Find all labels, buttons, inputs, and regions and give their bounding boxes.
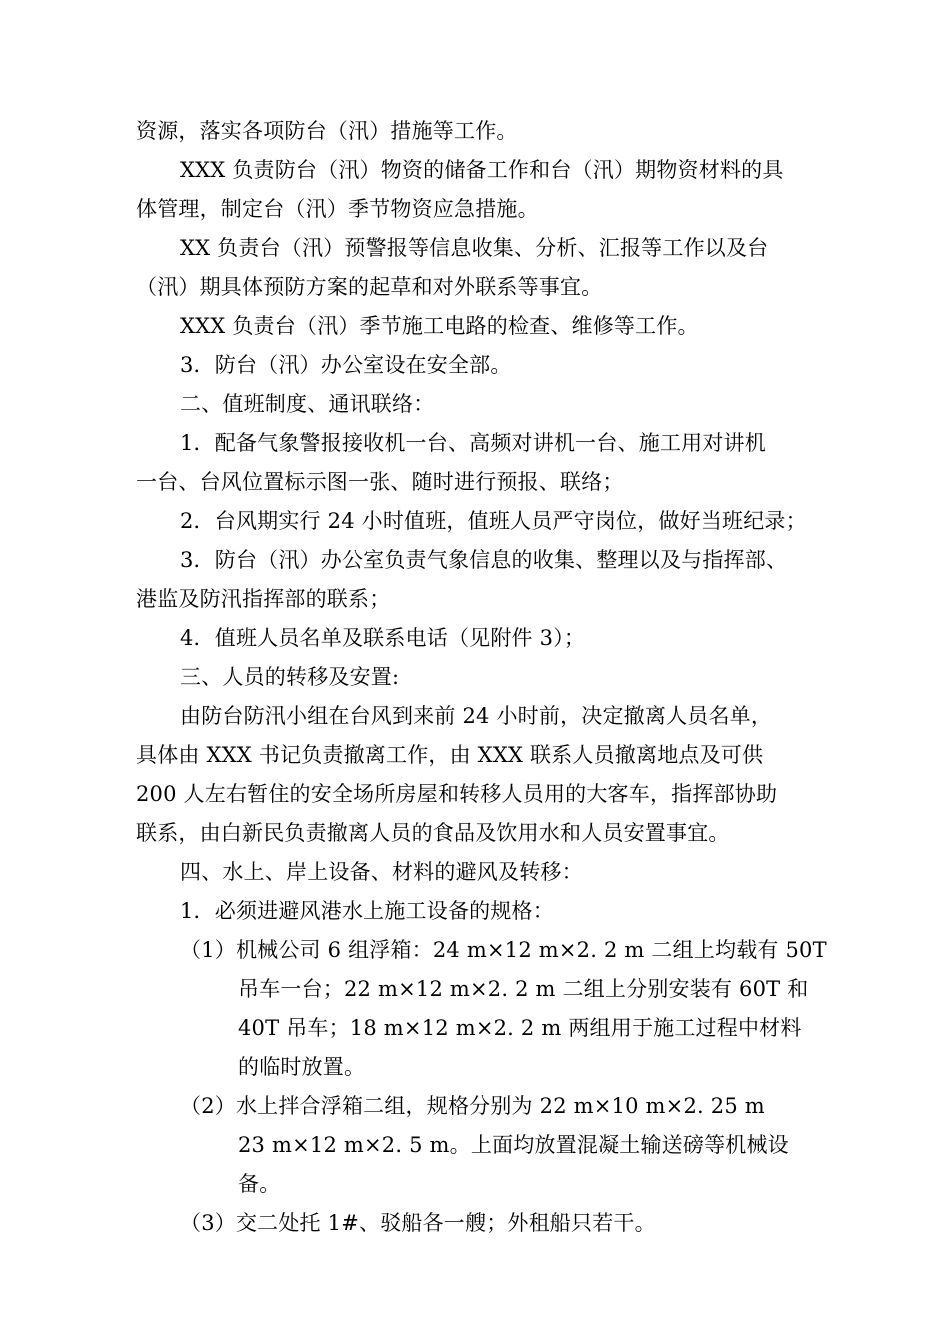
text-line: 资源，落实各项防台（汛）措施等工作。 — [136, 119, 518, 143]
text-line: 由防台防汛小组在台风到来前 24 小时前，决定撤离人员名单， — [180, 704, 773, 728]
list-item-continuation: 40T 吊车；18 m×12 m×2. 2 m 两组用于施工过程中材料 — [238, 1016, 802, 1040]
section-heading: 二、值班制度、通讯联络： — [180, 392, 435, 416]
section-heading: 三、人员的转移及安置: — [180, 665, 400, 689]
text-line: 一台、台风位置标示图一张、随时进行预报、联络； — [136, 470, 624, 494]
list-item-continuation: 23 m×12 m×2. 5 m。上面均放置混凝土输送磅等机械设 — [238, 1133, 789, 1157]
text-line: 2．台风期实行 24 小时值班，值班人员严守岗位，做好当班纪录； — [180, 509, 807, 533]
text-line: XXX 负责台（汛）季节施工电路的检查、维修等工作。 — [180, 314, 699, 338]
list-item: （1）机械公司 6 组浮箱：24 m×12 m×2. 2 m 二组上均载有 50T — [180, 938, 827, 962]
text-line: 3．防台（汛）办公室负责气象信息的收集、整理以及与指挥部、 — [180, 548, 788, 572]
text-line: 1．配备气象警报接收机一台、高频对讲机一台、施工用对讲机 — [180, 431, 766, 455]
text-line: 1．必须进避风港水上施工设备的规格： — [180, 899, 554, 923]
text-line: XXX 负责防台（汛）物资的储备工作和台（汛）期物资材料的具 — [180, 158, 784, 182]
list-item-continuation: 备。 — [238, 1172, 281, 1196]
text-line: 3．防台（汛）办公室设在安全部。 — [180, 353, 512, 377]
section-heading: 四、水上、岸上设备、材料的避风及转移： — [180, 860, 583, 884]
text-line: 联系，由白新民负责撤离人员的食品及饮用水和人员安置事宜。 — [136, 821, 730, 845]
text-line: XX 负责台（汛）预警报等信息收集、分析、汇报等工作以及台 — [180, 236, 769, 260]
text-line: 4．值班人员名单及联系电话（见附件 3）； — [180, 626, 586, 650]
text-line: 具体由 XXX 书记负责撤离工作，由 XXX 联系人员撤离地点及可供 — [136, 743, 764, 767]
list-item-continuation: 的临时放置。 — [238, 1055, 366, 1079]
list-item-continuation: 吊车一台；22 m×12 m×2. 2 m 二组上分别安装有 60T 和 — [238, 977, 809, 1001]
text-line: （汛）期具体预防方案的起草和对外联系等事宜。 — [136, 275, 603, 299]
text-line: 200 人左右暂住的安全场所房屋和转移人员用的大客车，指挥部协助 — [136, 782, 778, 806]
text-line: 体管理，制定台（汛）季节物资应急措施。 — [136, 197, 539, 221]
list-item: （3）交二处托 1#、驳船各一艘；外租船只若干。 — [180, 1211, 656, 1235]
text-line: 港监及防汛指挥部的联系； — [136, 587, 391, 611]
list-item: （2）水上拌合浮箱二组，规格分别为 22 m×10 m×2. 25 m — [180, 1094, 765, 1118]
document-body — [136, 112, 826, 1243]
